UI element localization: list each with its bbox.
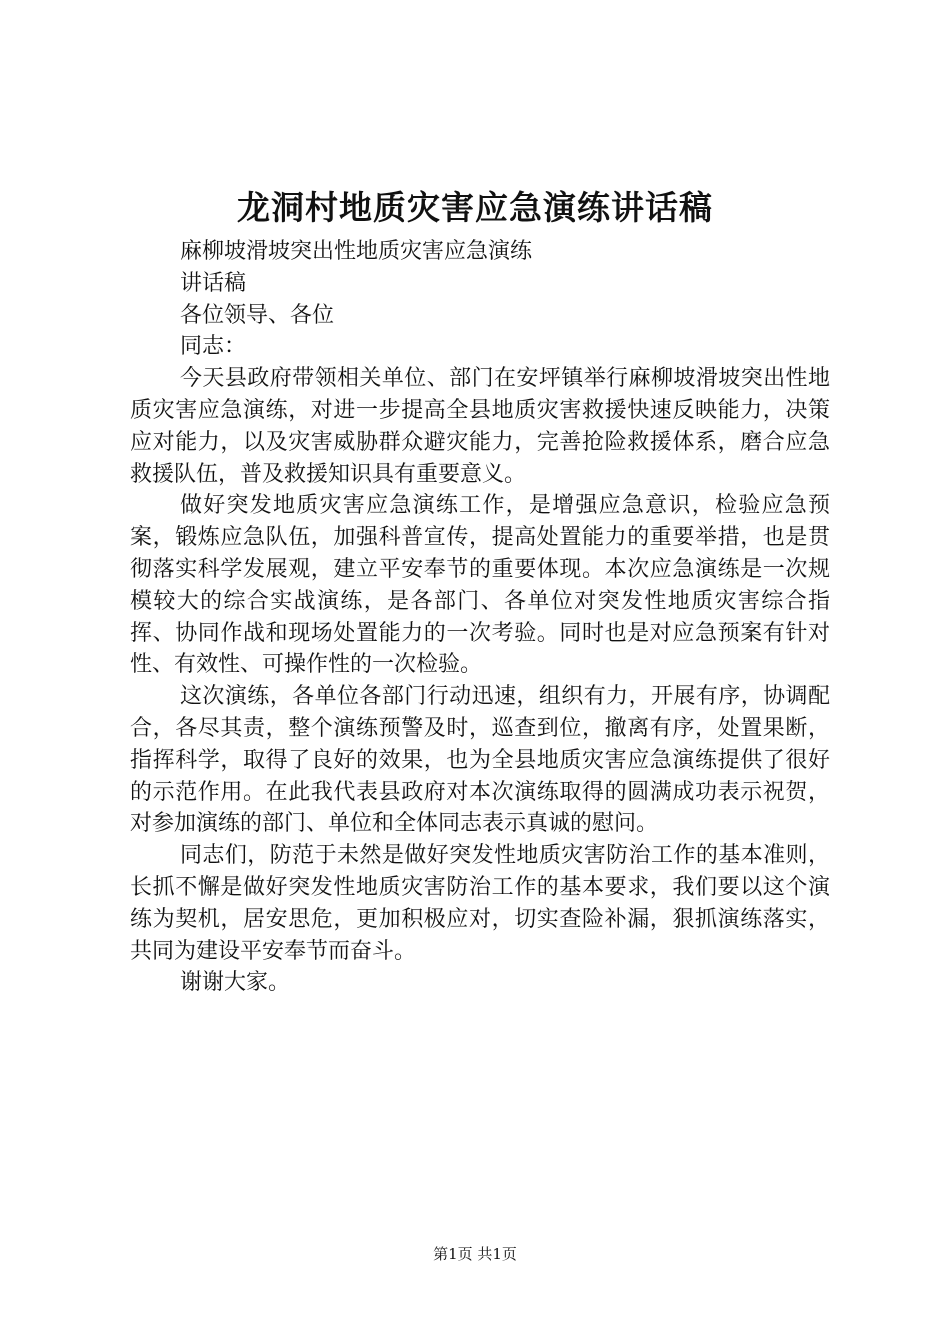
paragraph-closing: 谢谢大家。 <box>180 970 291 996</box>
paragraph-subtitle-suffix: 讲话稿 <box>180 270 247 296</box>
document-title: 龙洞村地质灾害应急演练讲话稿 <box>237 188 713 227</box>
paragraph-body: 做好突发地质灾害应急演练工作，是增强应急意识，检验应急预案，锻炼应急队伍，加强科普宣传，提高处置能力的重要举措，也是贯彻落实科学发展观，建立平安奉节的重要体现。本次应急演练是一次规模较大的综合实战演练，是各部门、各单位对突发性地质灾害综合指挥、协同作战和现场处置能力的一次考验。同时也是对应急预案有针对性、有效性、可操作性的一次检验。 <box>130 493 830 678</box>
paragraph-body: 同志们，防范于未然是做好突发性地质灾害防治工作的基本准则，长抓不懈是做好突发性地质灾害防治工作的基本要求，我们要以这个演练为契机，居安思危，更加积极应对，切实查险补漏，狠抓演练落实，共同为建设平安奉节而奋斗。 <box>130 843 830 964</box>
paragraph-body: 今天县政府带领相关单位、部门在安坪镇举行麻柳坡滑坡突出性地质灾害应急演练，对进一步提高全县地质灾害救援快速反映能力，决策应对能力，以及灾害威胁群众避灾能力，完善抢险救援体系，磨合应急救援队伍，普及救援知识具有重要意义。 <box>130 366 830 487</box>
paragraph-body: 这次演练，各单位各部门行动迅速，组织有力，开展有序，协调配合，各尽其责，整个演练预警及时，巡查到位，撤离有序，处置果断，指挥科学，取得了良好的效果，也为全县地质灾害应急演练提供了很好的示范作用。在此我代表县政府对本次演练取得的圆满成功表示祝贺，对参加演练的部门、单位和全体同志表示真诚的慰问。 <box>130 684 830 837</box>
page-footer: 第1页 共1页 <box>433 1245 517 1263</box>
document-body <box>130 236 830 999</box>
paragraph-subtitle: 麻柳坡滑坡突出性地质灾害应急演练 <box>180 239 533 264</box>
paragraph-salutation-end: 同志： <box>180 334 247 360</box>
paragraph-salutation: 各位领导、各位 <box>180 302 335 328</box>
